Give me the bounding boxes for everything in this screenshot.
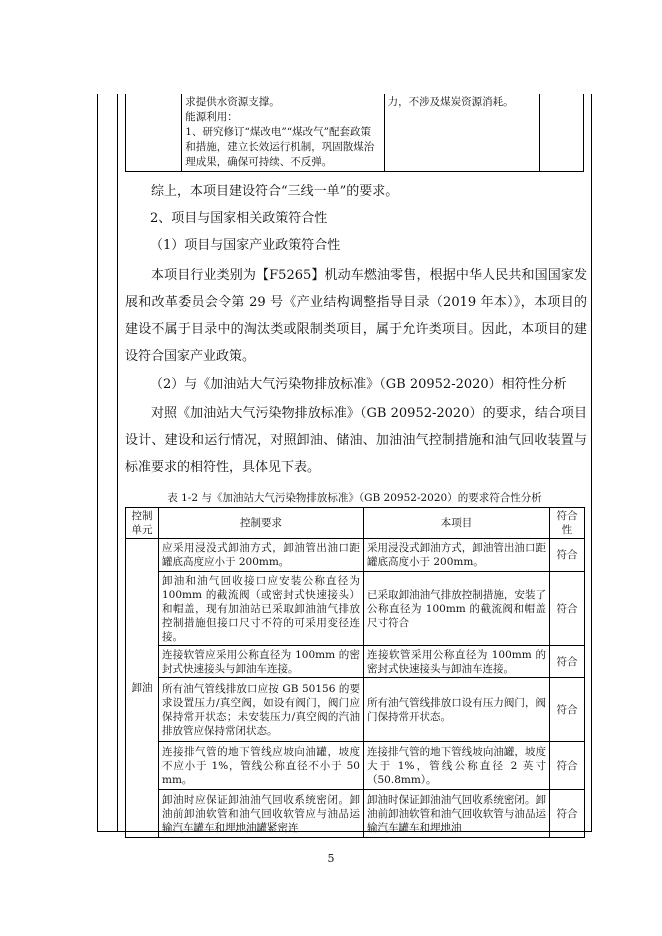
subsection-heading-2: （2）与《加油站大气污染物排放标准》（GB 20952-2020）相符性分析 <box>150 377 567 392</box>
table-row: 卸油和油气回收接口应安装公称直径为 100mm 的截流阀（或密封式快速接头）和帽盖，现有加油站已采取卸油油气排放控制措施但接口尺寸不符的可采用变径连接。 已采取卸油油气排放控制措施，安装了公称直径为 100mm 的截流阀和帽盖尺寸符合 符合 <box>126 572 585 646</box>
top-table-requirement: 求提供水资源支撑。 能源利用： 1、研究修订“煤改电”“煤改气”配套政策和措施，建立长效运行机制，巩固散煤治理成果，确保可持续、不反弹。 <box>182 94 384 172</box>
industry-policy-paragraph: 本项目行业类别为【F5265】机动车燃油零售，根据中华人民共和国国家发展和改革委员会令第 29 号《产业结构调整指导目录（2019 年本）》，本项目的建设不属于目录中的淘汰类或限制类项目，属于允许类项目。因此，本项目的建设符合国家产业政策。 <box>125 268 587 364</box>
top-table-fragment <box>125 94 584 172</box>
unit-cell: 卸油 <box>126 539 159 838</box>
table-header-row <box>126 508 585 539</box>
compliance-table <box>125 507 585 838</box>
header-unit: 控制单元 <box>126 508 159 539</box>
table-row: 连接排气管的地下管线应坡向油罐，坡度不应小于 1%，管线公称直径不小于 50 mm。 连接排气管的地下管线坡向油罐，坡度大于 1%，管线公称直径 2 英寸（50.8mm）。 符合 <box>126 742 585 790</box>
frame-inner-line <box>117 94 118 832</box>
page-number: 5 <box>327 852 335 865</box>
table-row: 所有油气管线排放口应按 GB 50156 的要求设置压力/真空阀，如设有阀门，阀门应保持常开状态；未安装压力/真空阀的汽油排放管应保持常闭状态。 所有油气管线排放口设有压力阀门，阀门保持常开状态。 符合 <box>126 678 585 742</box>
table-caption: 表 1-2 与《加油站大气污染物排放标准》（GB 20952-2020）的要求符合性分析 <box>167 492 542 504</box>
table-row: 连接软管应采用公称直径为 100mm 的密封式快速接头与卸油车连接。 连接软管采用公称直径为 100mm 的密封式快速接头与卸油车连接。 符合 <box>126 646 585 678</box>
table-row: 卸油时应保证卸油油气回收系统密闭。卸油前卸油软管和油气回收软管应与油品运输汽车罐车和埋地油罐紧密连 卸油时保证卸油油气回收系统密闭。卸油前卸油软管和油气回收软管与油品运输汽车罐车和埋地油 符合 <box>126 790 585 838</box>
table-row: 卸油 应采用浸没式卸油方式，卸油管出油口距罐底高度应小于 200mm。 采用浸没式卸油方式，卸油管出油口距罐底高度小于 200mm。 符合 <box>126 539 585 572</box>
top-table-project: 力，不涉及煤炭资源消耗。 <box>384 94 540 172</box>
header-requirement: 控制要求 <box>159 508 364 539</box>
subsection-heading-1: （1）项目与国家产业政策符合性 <box>150 238 341 253</box>
header-project: 本项目 <box>364 508 550 539</box>
summary-paragraph: 综上，本项目建设符合“三线一单”的要求。 <box>151 184 399 199</box>
standard-analysis-paragraph: 对照《加油站大气污染物排放标准》（GB 20952-2020）的要求，结合项目设计、建设和运行情况，对照卸油、储油、加油油气控制措施和油气回收装置与标准要求的相符性，具体见下表。 <box>125 406 587 475</box>
header-compliance: 符合性 <box>550 508 585 539</box>
section-heading: 2、项目与国家相关政策符合性 <box>150 211 328 226</box>
